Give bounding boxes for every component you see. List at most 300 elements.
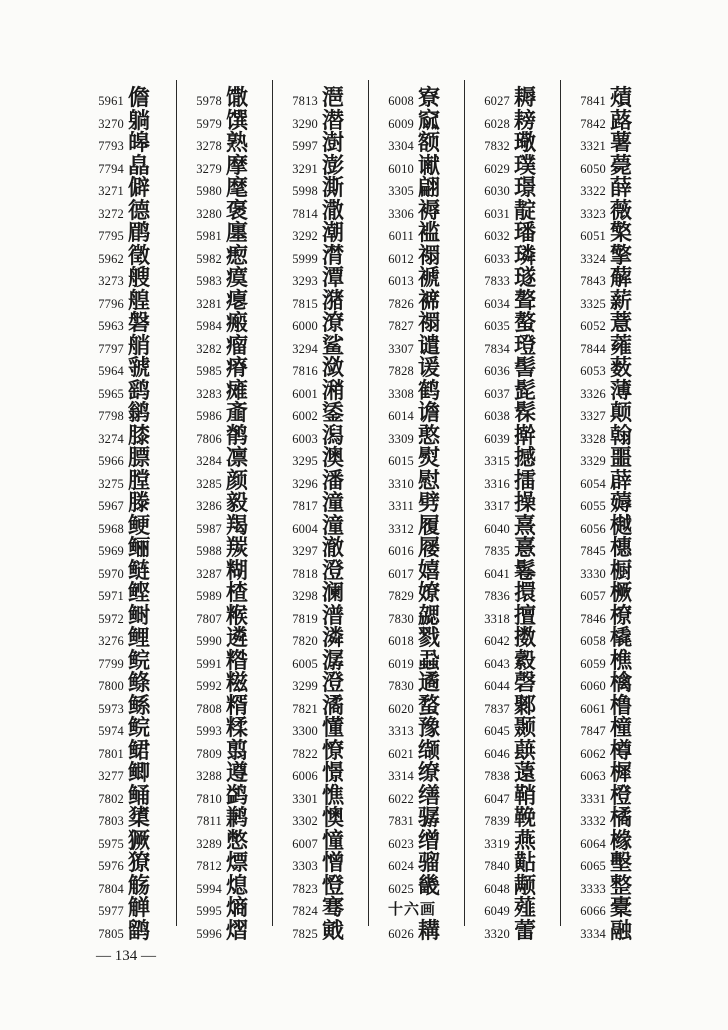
character-code: 3327 (580, 409, 606, 423)
character-glyph: 廛 (226, 221, 249, 246)
character-glyph: 潼 (322, 513, 345, 539)
character-code: 6062 (580, 746, 606, 761)
character-glyph: 戭 (322, 918, 345, 944)
character-glyph: 擀 (514, 423, 537, 449)
character-code: 6008 (388, 94, 414, 108)
character-code: 7802 (98, 791, 124, 806)
character-glyph: 憎 (322, 851, 345, 876)
character-code: 7796 (98, 296, 124, 311)
character-glyph: 潖 (322, 86, 345, 111)
character-glyph: 鬈 (514, 558, 537, 584)
character-glyph: 寮 (418, 86, 441, 111)
character-glyph: 缮 (418, 783, 441, 809)
character-code: 3328 (580, 431, 606, 446)
character-glyph: 糇 (226, 603, 249, 629)
character-glyph: 鹞 (128, 378, 151, 404)
character-glyph: 瘼 (226, 266, 249, 291)
character-glyph: 屦 (418, 536, 441, 561)
character-code: 3288 (196, 769, 222, 783)
character-code: 3310 (388, 476, 414, 491)
character-glyph: 蕾 (514, 918, 537, 944)
character-glyph: 躺 (128, 108, 151, 134)
character-glyph: 豫 (418, 716, 441, 741)
character-glyph: 獠 (128, 851, 151, 876)
character-glyph: 鲬 (128, 783, 151, 809)
character-glyph: 薤 (514, 896, 537, 921)
character-code: 6047 (484, 791, 510, 806)
character-glyph: 麾 (226, 176, 249, 201)
character-code: 7827 (388, 319, 414, 333)
character-code: 3296 (292, 476, 318, 491)
character-code: 7797 (98, 341, 124, 356)
character-code: 7812 (196, 859, 222, 873)
character-glyph: 樨 (610, 761, 633, 786)
character-glyph: 骝 (418, 851, 441, 876)
character-glyph: 慰 (418, 468, 441, 494)
character-glyph: 鲩 (128, 648, 151, 674)
character-code: 3323 (580, 206, 606, 221)
character-glyph: 擞 (514, 626, 537, 651)
character-code: 5987 (196, 521, 222, 536)
character-code: 6039 (484, 431, 510, 446)
character-glyph: 橛 (610, 581, 633, 606)
character-glyph: 憋 (226, 828, 249, 854)
character-glyph: 澍 (322, 131, 345, 156)
character-glyph: 鲨 (322, 333, 345, 359)
character-glyph: 滕 (128, 491, 151, 516)
character-glyph: 鹛 (128, 221, 151, 246)
character-code: 5971 (98, 589, 124, 603)
character-code: 6054 (580, 476, 606, 491)
character-glyph: 整 (610, 873, 633, 899)
character-glyph: 薇 (610, 198, 633, 224)
character-code: 6050 (580, 161, 606, 176)
character-glyph: 撼 (514, 446, 537, 471)
character-code: 6063 (580, 769, 606, 783)
character-code: 3290 (292, 116, 318, 131)
character-code: 6028 (484, 116, 510, 131)
character-code: 3333 (580, 881, 606, 896)
character-glyph: 遵 (226, 761, 249, 786)
character-glyph: 熄 (226, 873, 249, 899)
character-code: 5978 (196, 94, 222, 108)
character-code: 6045 (484, 724, 510, 738)
character-glyph: 褴 (418, 221, 441, 246)
character-code: 3317 (484, 499, 510, 513)
character-code: 3287 (196, 566, 222, 581)
character-glyph: 凛 (226, 446, 249, 471)
character-code: 5970 (98, 566, 124, 581)
character-glyph: 皛 (128, 153, 151, 179)
character-code: 3302 (292, 814, 318, 828)
character-glyph: 鲣 (128, 581, 151, 606)
character-code: 3313 (388, 724, 414, 738)
character-glyph: 懂 (322, 716, 345, 741)
character-code: 3280 (196, 206, 222, 221)
character-code: 5979 (196, 116, 222, 131)
character-code: 6002 (292, 409, 318, 423)
character-code: 7824 (292, 904, 318, 918)
character-glyph: 薄 (610, 378, 633, 404)
character-glyph: 鲤 (128, 626, 151, 651)
character-code: 6049 (484, 904, 510, 918)
character-glyph: 瘢 (226, 311, 249, 336)
character-glyph: 橇 (610, 626, 633, 651)
character-code: 6001 (292, 386, 318, 401)
character-glyph: 擎 (610, 243, 633, 269)
character-code: 5964 (98, 364, 124, 378)
character-code: 7817 (292, 499, 318, 513)
character-glyph: 澌 (322, 176, 345, 201)
character-code: 7835 (484, 544, 510, 558)
character-glyph: 耪 (514, 108, 537, 134)
character-glyph: 蝨 (418, 648, 441, 674)
character-glyph: 窳 (418, 108, 441, 134)
character-code: 7841 (580, 94, 606, 108)
character-code: 6033 (484, 251, 510, 266)
character-glyph: 螯 (514, 311, 537, 336)
character-code: 3281 (196, 296, 222, 311)
character-code: 5998 (292, 184, 318, 198)
character-glyph: 聱 (514, 288, 537, 314)
character-code: 7825 (292, 926, 318, 941)
character-glyph: 鲠 (128, 513, 151, 539)
character-code: 6065 (580, 859, 606, 873)
character-code: 7800 (98, 679, 124, 693)
character-glyph: 艎 (128, 288, 151, 314)
character-code: 3301 (292, 791, 318, 806)
character-glyph: 谳 (418, 153, 441, 179)
character-code: 3307 (388, 341, 414, 356)
character-code: 6005 (292, 656, 318, 671)
character-glyph: 潟 (322, 423, 345, 449)
character-code: 6012 (388, 251, 414, 266)
character-code: 3276 (98, 634, 124, 648)
character-glyph: 瘛 (226, 243, 249, 269)
character-glyph: 鋈 (322, 401, 345, 426)
index-column (274, 80, 370, 944)
character-glyph: 擂 (514, 468, 537, 494)
character-code: 7810 (196, 791, 222, 806)
character-glyph: 禤 (418, 243, 441, 269)
character-glyph: 艄 (128, 333, 151, 359)
character-glyph: 勰 (418, 603, 441, 629)
character-glyph: 潜 (322, 108, 345, 134)
character-code: 3311 (388, 499, 414, 513)
character-glyph: 膘 (128, 446, 151, 471)
character-glyph: 鲪 (128, 738, 151, 764)
character-code: 6006 (292, 769, 318, 783)
character-code: 7839 (484, 814, 510, 828)
character-code: 3312 (388, 521, 414, 536)
character-code: 5974 (98, 724, 124, 738)
character-code: 5976 (98, 859, 124, 873)
character-glyph: 鹠 (128, 918, 151, 944)
character-code: 7795 (98, 229, 124, 243)
character-code: 6061 (580, 701, 606, 716)
character-glyph: 鞘 (514, 783, 537, 809)
character-glyph: 瘠 (226, 356, 249, 381)
character-glyph: 璥 (514, 131, 537, 156)
character-glyph: 獗 (128, 828, 151, 854)
character-glyph: 鄹 (514, 693, 537, 719)
character-code: 3279 (196, 161, 222, 176)
character-code: 5990 (196, 634, 222, 648)
character-glyph: 觯 (128, 896, 151, 921)
character-entry (562, 919, 658, 945)
character-code: 7821 (292, 701, 318, 716)
character-glyph: 嫽 (418, 581, 441, 606)
character-code: 3299 (292, 679, 318, 693)
character-code: 6021 (388, 746, 414, 761)
character-code: 3278 (196, 139, 222, 153)
character-glyph: 薠 (610, 86, 633, 111)
character-code: 7844 (580, 341, 606, 356)
character-code: 3292 (292, 229, 318, 243)
character-code: 6040 (484, 521, 510, 536)
character-code: 3293 (292, 274, 318, 288)
character-glyph: 黇 (514, 851, 537, 876)
character-glyph: 翩 (418, 176, 441, 201)
character-code: 7846 (580, 611, 606, 626)
character-glyph: 鹣 (226, 806, 249, 831)
character-code: 3286 (196, 499, 222, 513)
character-code: 3304 (388, 139, 414, 153)
character-glyph: 澈 (322, 536, 345, 561)
character-glyph: 憔 (322, 783, 345, 809)
character-glyph: 樾 (610, 513, 633, 539)
character-code: 6000 (292, 319, 318, 333)
character-code: 3334 (580, 926, 606, 941)
character-glyph: 骣 (418, 806, 441, 831)
character-code: 7809 (196, 746, 222, 761)
character-code: 6015 (388, 454, 414, 468)
character-glyph: 憬 (322, 761, 345, 786)
character-glyph: 鲢 (128, 558, 151, 584)
character-code: 6060 (580, 679, 606, 693)
character-code: 7832 (484, 139, 510, 153)
character-glyph: 墼 (610, 851, 633, 876)
character-glyph: 潸 (322, 243, 345, 269)
index-column (370, 80, 466, 944)
character-code: 7818 (292, 566, 318, 581)
character-glyph: 嬉 (418, 558, 441, 584)
character-glyph: 徵 (128, 243, 151, 269)
page-number: — 134 — (96, 948, 156, 964)
character-code: 6055 (580, 499, 606, 513)
character-glyph: 薪 (610, 288, 633, 314)
character-glyph: 畿 (418, 873, 441, 899)
character-glyph: 鹡 (226, 423, 249, 449)
character-code: 3331 (580, 791, 606, 806)
character-code: 5981 (196, 229, 222, 243)
character-code: 5977 (98, 904, 124, 918)
character-code: 5985 (196, 364, 222, 378)
character-code: 7828 (388, 364, 414, 378)
character-glyph: 鹢 (226, 783, 249, 809)
character-code: 7842 (580, 116, 606, 131)
character-code: 7815 (292, 296, 318, 311)
character-code: 6053 (580, 364, 606, 378)
character-code: 6007 (292, 836, 318, 851)
character-code: 3322 (580, 184, 606, 198)
character-glyph: 橘 (610, 806, 633, 831)
character-code: 6034 (484, 296, 510, 311)
character-code: 3320 (484, 926, 510, 941)
character-glyph: 僻 (128, 176, 151, 201)
character-code: 6064 (580, 836, 606, 851)
character-glyph: 楂 (226, 581, 249, 606)
character-code: 6009 (388, 116, 414, 131)
character-code: 7838 (484, 769, 510, 783)
character-glyph: 橐 (610, 896, 633, 921)
character-glyph: 璞 (514, 153, 537, 179)
character-glyph: 噩 (610, 446, 633, 471)
character-code: 3272 (98, 206, 124, 221)
character-code: 5968 (98, 521, 124, 536)
character-code: 3306 (388, 206, 414, 221)
character-glyph: 潋 (322, 356, 345, 381)
character-glyph: 髭 (514, 378, 537, 404)
character-glyph: 耩 (418, 918, 441, 944)
character-code: 6036 (484, 364, 510, 378)
character-entry (178, 919, 274, 945)
character-glyph: 馓 (226, 86, 249, 111)
character-glyph: 颜 (226, 468, 249, 494)
character-code: 7833 (484, 274, 510, 288)
character-code: 6013 (388, 274, 414, 288)
character-glyph: 潭 (322, 266, 345, 291)
character-code: 5961 (98, 94, 124, 108)
character-code: 5991 (196, 656, 222, 671)
character-code: 6051 (580, 229, 606, 243)
character-code: 3294 (292, 341, 318, 356)
character-glyph: 颞 (514, 716, 537, 741)
character-code: 5982 (196, 251, 222, 266)
character-glyph: 橑 (610, 603, 633, 629)
character-glyph: 熠 (226, 918, 249, 944)
character-code: 5975 (98, 836, 124, 851)
character-code: 7822 (292, 746, 318, 761)
character-code: 6038 (484, 409, 510, 423)
character-glyph: 潾 (322, 626, 345, 651)
character-code: 6016 (388, 544, 414, 558)
character-glyph: 遹 (418, 671, 441, 696)
character-code: 3325 (580, 296, 606, 311)
character-glyph: 熹 (514, 513, 537, 539)
character-code: 7836 (484, 589, 510, 603)
character-glyph: 羯 (226, 513, 249, 539)
character-code: 3270 (98, 116, 124, 131)
character-code: 3321 (580, 139, 606, 153)
index-column (178, 80, 274, 944)
character-glyph: 橼 (610, 828, 633, 854)
character-code: 3275 (98, 476, 124, 491)
character-glyph: 齑 (226, 401, 249, 426)
character-code: 6019 (388, 656, 414, 671)
character-glyph: 缯 (418, 828, 441, 854)
character-glyph: 膝 (128, 423, 151, 449)
character-code: 7798 (98, 409, 124, 423)
character-glyph: 摩 (226, 153, 249, 179)
index-column (466, 80, 562, 944)
character-glyph: 操 (514, 491, 537, 516)
character-glyph: 觞 (128, 873, 151, 899)
character-code: 7843 (580, 274, 606, 288)
character-glyph: 薮 (610, 356, 633, 381)
character-glyph: 骞 (322, 896, 345, 921)
character-glyph: 颟 (514, 873, 537, 899)
character-glyph: 樵 (610, 648, 633, 674)
character-code: 3273 (98, 274, 124, 288)
character-code: 6030 (484, 184, 510, 198)
character-code: 7819 (292, 611, 318, 626)
character-glyph: 履 (418, 513, 441, 539)
character-code: 6044 (484, 679, 510, 693)
character-code: 6042 (484, 634, 510, 648)
character-glyph: 糊 (226, 558, 249, 584)
character-glyph: 潲 (322, 378, 345, 404)
character-code: 7814 (292, 206, 318, 221)
character-code: 3291 (292, 161, 318, 176)
character-code: 7794 (98, 161, 124, 176)
character-code: 3289 (196, 836, 222, 851)
character-glyph: 熟 (226, 131, 249, 156)
character-code: 5967 (98, 499, 124, 513)
character-code: 6056 (580, 521, 606, 536)
character-glyph: 橦 (610, 716, 633, 741)
character-glyph: 鹤 (418, 378, 441, 404)
character-code: 3300 (292, 724, 318, 738)
character-glyph: 熨 (418, 446, 441, 471)
character-code: 7801 (98, 746, 124, 761)
character-glyph: 戮 (418, 626, 441, 651)
character-code: 5973 (98, 701, 124, 716)
character-code: 7830 (388, 611, 414, 626)
character-glyph: 薏 (610, 311, 633, 336)
character-code: 6004 (292, 521, 318, 536)
character-entry (466, 919, 562, 945)
character-glyph: 瘤 (226, 333, 249, 359)
character-entry (80, 919, 176, 945)
character-code: 3284 (196, 454, 222, 468)
character-glyph: 德 (128, 198, 151, 224)
character-glyph: 鲩 (128, 716, 151, 741)
character-glyph: 瘫 (226, 378, 249, 404)
character-glyph: 蝥 (418, 693, 441, 719)
character-code: 7831 (388, 814, 414, 828)
character-code: 7793 (98, 139, 124, 153)
character-code: 6017 (388, 566, 414, 581)
character-glyph: 馔 (226, 108, 249, 134)
character-code: 6029 (484, 161, 510, 176)
character-glyph: 澄 (322, 671, 345, 696)
character-code: 7834 (484, 341, 510, 356)
character-glyph: 璟 (514, 176, 537, 201)
character-code: 6041 (484, 566, 510, 581)
character-glyph: 褥 (418, 198, 441, 224)
character-code: 5996 (196, 926, 222, 941)
character-glyph: 潵 (322, 198, 345, 224)
character-code: 6011 (388, 229, 414, 243)
character-glyph: 磬 (514, 671, 537, 696)
character-code: 6025 (388, 881, 414, 896)
character-code: 5993 (196, 724, 222, 738)
character-glyph: 缭 (418, 761, 441, 786)
character-glyph: 褫 (418, 266, 441, 291)
character-code: 7805 (98, 926, 124, 941)
character-code: 5994 (196, 881, 222, 896)
